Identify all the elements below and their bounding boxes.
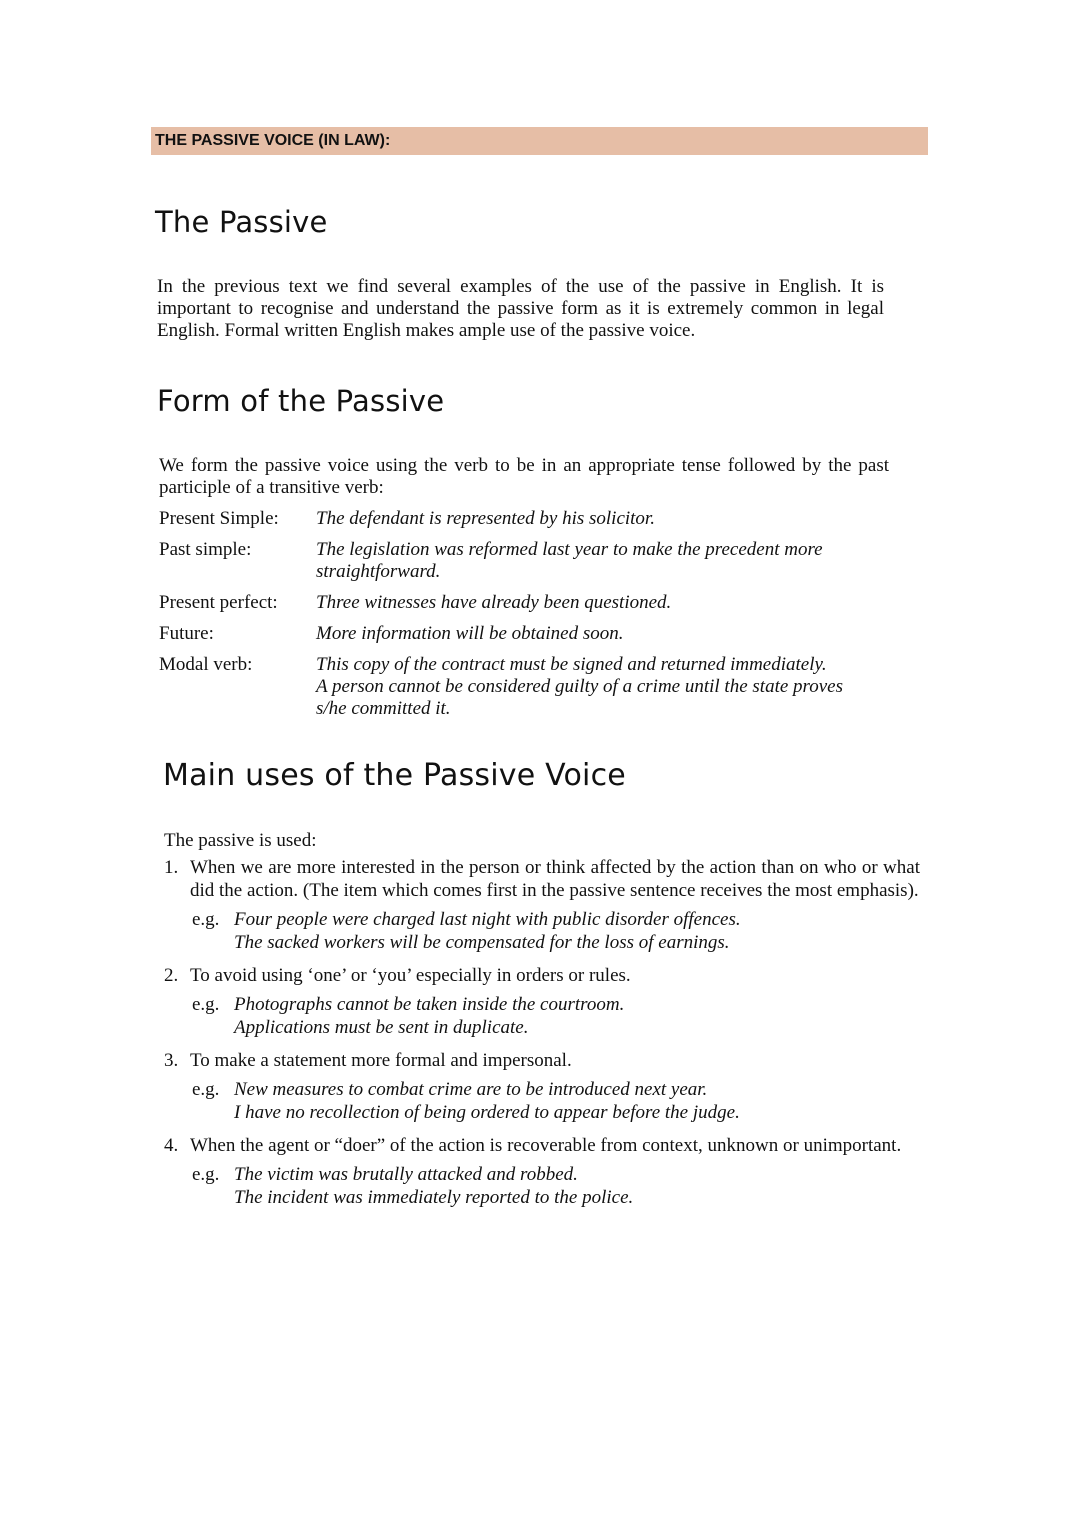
item-text: When the agent or “doer” of the action is recoverable from context, unknown or unimportant. (190, 1135, 902, 1156)
example-block (192, 1078, 920, 1124)
eg-label: e.g. (192, 994, 220, 1015)
heading-the-passive: The Passive (155, 205, 328, 239)
item-text: When we are more interested in the person or think affected by the action than on who or what did the action. (The item which comes first in the passive sentence receives the most emphasis). (190, 857, 920, 901)
example-line: The legislation was reformed last year to make the precedent more (316, 539, 823, 560)
tense-row (159, 654, 899, 720)
tense-label: Modal verb: (159, 654, 253, 675)
tense-examples-table (159, 508, 899, 720)
list-item (164, 1049, 920, 1072)
tense-row (159, 539, 899, 583)
example-line: More information will be obtained soon. (316, 623, 624, 644)
tense-label: Past simple: (159, 539, 252, 560)
item-text: To avoid using ‘one’ or ‘you’ especially in orders or rules. (190, 965, 631, 986)
list-item (164, 856, 920, 902)
tense-example (316, 654, 899, 720)
eg-label: e.g. (192, 1079, 220, 1100)
tense-row (159, 592, 899, 614)
example-line: New measures to combat crime are to be introduced next year. (234, 1079, 708, 1100)
list-item (164, 964, 920, 987)
intro-paragraph: In the previous text we find several examples of the use of the passive in English. It is important to recognise and understand the passive form as it is extremely common in legal English. Formal written English makes ample use of the passive voice. (157, 276, 884, 341)
tense-label: Present Simple: (159, 508, 279, 529)
tense-row (159, 508, 899, 530)
item-number: 2. (164, 965, 179, 986)
tense-example (316, 592, 899, 614)
form-intro-paragraph: We form the passive voice using the verb to be in an appropriate tense followed by the past participle of a transitive verb: (159, 455, 889, 498)
example-line: s/he committed it. (316, 698, 451, 719)
uses-intro: The passive is used: (164, 830, 317, 851)
uses-list (164, 829, 920, 1209)
example-line: A person cannot be considered guilty of a crime until the state proves (316, 676, 843, 697)
item-number: 1. (164, 857, 179, 878)
item-number: 4. (164, 1135, 179, 1156)
example-line: Four people were charged last night with public disorder offences. (234, 909, 741, 930)
example-line: The sacked workers will be compensated for the loss of earnings. (234, 932, 730, 953)
example-block (192, 1163, 920, 1209)
example-line: Applications must be sent in duplicate. (234, 1017, 529, 1038)
list-item (164, 1134, 920, 1157)
tense-label: Future: (159, 623, 214, 644)
example-line: Three witnesses have already been questioned. (316, 592, 672, 613)
example-block (192, 993, 920, 1039)
heading-form-of-passive: Form of the Passive (157, 384, 445, 418)
section-banner: THE PASSIVE VOICE (IN LAW): (151, 127, 928, 155)
example-line: straightforward. (316, 561, 441, 582)
tense-label: Present perfect: (159, 592, 278, 613)
example-line: This copy of the contract must be signed and returned immediately. (316, 654, 827, 675)
item-number: 3. (164, 1050, 179, 1071)
heading-main-uses: Main uses of the Passive Voice (163, 758, 626, 793)
tense-example (316, 623, 899, 645)
example-line: The incident was immediately reported to the police. (234, 1187, 634, 1208)
eg-label: e.g. (192, 909, 220, 930)
tense-row (159, 623, 899, 645)
tense-example (316, 539, 899, 583)
eg-label: e.g. (192, 1164, 220, 1185)
example-line: I have no recollection of being ordered to appear before the judge. (234, 1102, 740, 1123)
example-line: Photographs cannot be taken inside the courtroom. (234, 994, 625, 1015)
tense-example (316, 508, 899, 530)
example-line: The defendant is represented by his solicitor. (316, 508, 655, 529)
item-text: To make a statement more formal and impersonal. (190, 1050, 572, 1071)
example-line: The victim was brutally attacked and robbed. (234, 1164, 578, 1185)
example-block (192, 908, 920, 954)
